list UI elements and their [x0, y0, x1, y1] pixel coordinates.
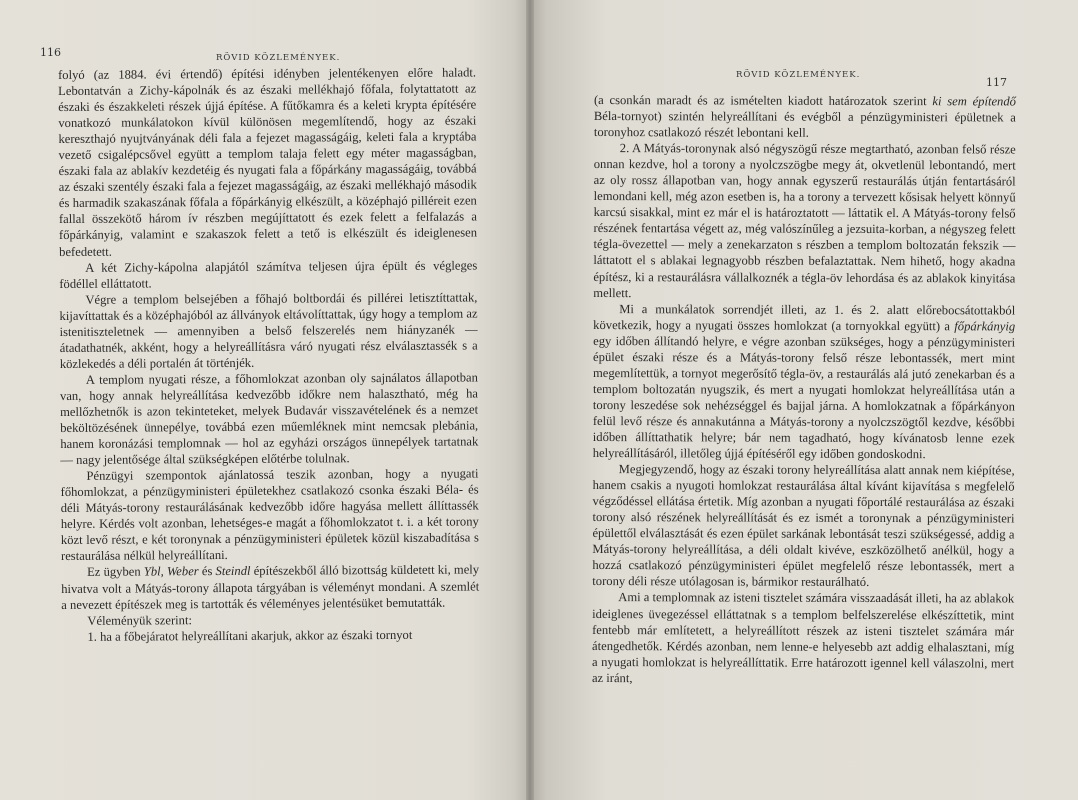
text-run: építészekből álló bizottság küldetett ki, mely hivatva volt a Mátyás-torony állapota tárgyában is véleményt mondani. A szemlét a nevezett építészek meg is tartották és véleményes jelentésüket bemutatták.: [61, 562, 480, 612]
text-run: egy időben állítandó helyre, e végre azonban szükséges, hogy a pénzügyministeri épület északi része és a Mátyás-torony felső része lebontassék, mert mint megemlítettük, a tornyot megerősítő tégla-öv, a restaurálás alá jutó zenekarban és a templom boltozatán nyugszik, és mert a nyugati homlokzat helyreállítása után a torony leszedése sok nehézséggel és bajjal járna. A homlokzatnak a főpárkányon felül levő része és annakutánna a Mátyás-torony a nyolczszögtől kezdve, későbbi időben állíttathatik helyre; bár nem tagadható, hogy kívánatosb lenne ezek helyreállításáról, illetőleg újjá építéséről egy időben gondoskodni.: [592, 333, 1016, 462]
book-gutter: [526, 0, 534, 800]
text-run: 1. ha a főbejáratot helyreállítani akarjuk, akkor az északi tornyot: [87, 627, 413, 644]
text-run: Béla-tornyot) szintén helyreállítani és evégből a pénzügyministeri épületnek a toronyhoz csatlakozó részét lebontani kell.: [593, 109, 1016, 140]
running-head: RÖVID KÖZLEMÉNYEK.: [736, 70, 861, 80]
text-run: Pénzügyi szempontok ajánlatossá teszik azonban, hogy a nyugati főhomlokzat, a pénzügyministeri épületekhez csatlakozó csonka északi Béla- és déli Mátyás-torony restaurálásának kedvezőbb időre hagyása mellett állíttassék helyre. Kérdés volt azonban, lehetséges-e magát a főhomlokzatot t. i. a két torony közt levő részt, e két toronynak a pénzügyministeri épületek közül kiszabadítása s restaurálása nélkül helyreállítani.: [60, 466, 479, 564]
paragraph: [593, 140, 1016, 302]
text-run: A két Zichy-kápolna alapjától számítva teljesen újra épült és végleges födéllel elláttatott.: [59, 258, 478, 291]
text-run: Ez ügyben: [87, 564, 144, 580]
paragraph: [58, 64, 477, 259]
text-run: (a csonkán maradt és az ismételten kiadott határozatok szerint: [593, 92, 933, 109]
left-page-text: [58, 64, 480, 644]
page-number: 117: [986, 76, 1007, 89]
italic-name: ki sem építendő: [932, 94, 1016, 109]
text-run: Ami a templomnak az isteni tisztelet számára visszaadását illeti, ha az ablakok ideiglenes üvegezéssel elláttatnak s a templom belfelszerelése elkészíttetik, mint fentebb már említetett, a helyreállított részek az isteni tisztelet számára már átengedhetők. Kérdés azonban, nem lenne-e helyesebb azt addig elhalasztani, míg a nyugati homlokzat is helyreállíttatik. Erre határozott igennel kell válaszolni, mert az iránt,: [591, 590, 1015, 685]
paragraph: [61, 562, 479, 613]
paragraph: [592, 589, 1014, 687]
paragraph: [60, 466, 479, 565]
paragraph: [59, 257, 477, 292]
paragraph: [59, 289, 477, 372]
right-page-text: [592, 92, 1016, 687]
text-run: Végre a templom belsejében a főhajó boltbordái és pillérei letisztíttattak, kijavíttattak és a középhajóból az állványok eltávolíttattak, úgy hogy a templom az istenitiszteletnek — amennyiben a belső felszerelés nem hiányzanék — átadathatnék, akként, hogy a helyreállításra váró nyugati rész elválasztassék s a közlekedés a déli portalén át történjék.: [59, 290, 478, 371]
text-run: folyó (az 1884. évi értendő) építési idényben jelentékenyen előre haladt. Lebontatván a Zichy-kápolnák és az északi mellékhajó főfala, folytattatott az északi és északkeleti részek újjá építése. A fűtőkamra és a keleti krypta építésére vonatkozó munkálatokon kívül különösen megemlítendő, hogy az északi kereszthajó nyujtványának déli fala a fejezet magasságáig, keleti fala a kryptába vezető csigalépcsővel együtt a templom talaja felett egy méter magasságban, északi fala az ablakív kezdetéig és nyugati fala a főpárkány magasságáig, továbbá az északi szentély északi fala a fejezet magasságáig, az északi mellékhajó második és harmadik szakaszának főfala a főpárkányig elkészült, a középhajó pilléreit ezen fallal összekötő három ív részben megújíttatott és ezek felett a felfalazás a főpárkányig, valamint e szakaszok felett a tető is elkészült és ideiglenesen befedetett.: [58, 65, 478, 259]
running-head: RÖVID KÖZLEMÉNYEK.: [216, 53, 341, 63]
text-run: és: [198, 564, 216, 579]
paragraph: [61, 626, 479, 645]
page-number: 116: [40, 46, 61, 59]
italic-name: főpárkányig: [954, 318, 1016, 334]
text-run: Mi a munkálatok sorrendjét illeti, az 1. és 2. alatt előrebocsátottakból következik, hogy a nyugati összes homlokzat (a tornyokkal együtt) a: [593, 301, 1016, 333]
text-run: 2. A Mátyás-toronynak alsó négyszögű része megtartható, azonban felső része onnan kezdve, hol a torony a nyolczszögbe megy át, okvetlenül lebontandó, mert az oly rossz állapotban van, hogy annak egyszerű restaurálás útján fentartásáról lemondani kell, még azon esetben is, ha a torony a tervezett kősisak helyett könnyű karcsú sisakkal, mint ez már el is határoztatott — láttatik el. A Mátyás-torony felső részének fentartása végett az, még valószínűleg a jezsuita-korban, a négyszeg felett tégla-övezettel — mely a zenekarzaton s részben a templom boltozatán fekszik — láttatott el s ablakai legnagyobb részben befalaztattak. Nem hihető, hogy akadna építész, ki a restaurálásra vállalkoznék a tégla-öv lehordása és az ablakok kinyitása mellett.: [593, 141, 1016, 300]
text-run: A templom nyugati része, a főhomlokzat azonban oly sajnálatos állapotban van, hogy annak helyreállítása kedvezőbb időkre nem halasztható, még ha mellőzhetnők is azon tekinteteket, melyek Budavár visszavételének és a nemzet beköltözésének ünnepélye, továbbá ezen műemléknek mint nemcsak plebánia, hanem koronázási templomnak — hol az egyházi országos ünnepélyek tartatnak — nagy jelentősége által szükségképen előtérbe tolulnak.: [59, 370, 479, 468]
text-run: Megjegyzendő, hogy az északi torony helyreállítása alatt annak nem kiépítése, hanem csakis a nyugoti homlokzat restaurálása által kívánt kijavítása s megfelelő végződéssel ellátása értetik. Míg azonban a nyugati főportálé restaurálása az északi torony alsó részének helyreállítását és ez ismét a toronynak a pénzügyministeri épülettől elválasztását és ezen épület sarkának lebontását teszi szükségessé, addig a Mátyás-torony helyreállítása, a déli oldalt kivéve, eszközölhető anélkül, hogy a hozzá csatlakozó pénzügyministeri épület megfelelő része lebontassék, mert a torony déli része utólagosan is, bármikor restaurálható.: [592, 462, 1015, 590]
italic-name: Steindl: [215, 564, 251, 579]
paragraph: [593, 301, 1016, 463]
right-page: [530, 0, 1078, 800]
text-run: Véleményük szerint:: [87, 612, 193, 628]
left-page: [0, 0, 530, 800]
italic-name: Ybl, Weber: [143, 564, 199, 579]
paragraph: [60, 369, 479, 468]
paragraph: [594, 92, 1016, 142]
paragraph: [592, 461, 1014, 591]
